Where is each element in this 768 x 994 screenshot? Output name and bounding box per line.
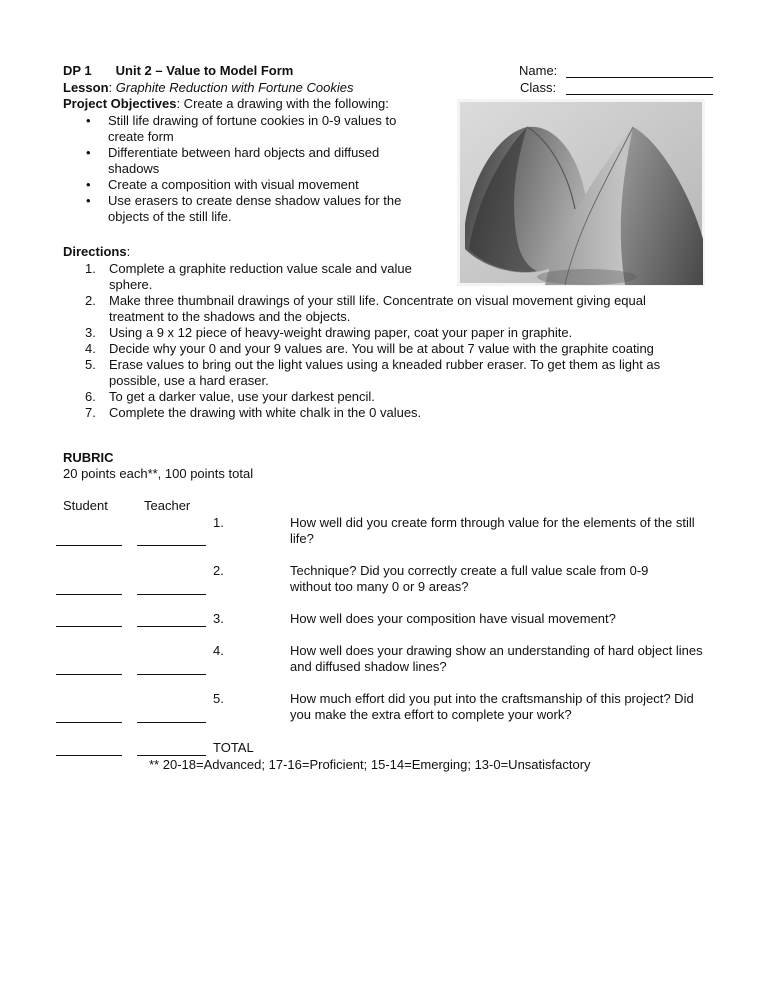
direction-item: 5. Erase values to bring out the light values using a kneaded rubber eraser. To get them as light as possible, use a hard eraser. (85, 357, 661, 388)
student-score-line[interactable] (56, 626, 122, 627)
criterion-text: How much effort did you put into the craftsmanship of this project? Did you make the extra effort to complete your work? (290, 691, 694, 722)
criterion-number: 3. (213, 611, 224, 626)
objectives-heading (63, 96, 389, 112)
objective-item: • Differentiate between hard objects and diffused shadows (64, 145, 428, 177)
lesson-label: Lesson (63, 80, 109, 95)
objectives-list (64, 113, 424, 225)
objective-item: • Create a composition with visual movement (64, 177, 428, 193)
fortune-cookie-drawing-image (457, 99, 705, 286)
course-unit-heading (63, 63, 293, 79)
objective-item: • Use erasers to create dense shadow values for the objects of the still life. (64, 193, 428, 225)
lesson-title: Graphite Reduction with Fortune Cookies (115, 80, 354, 95)
objectives-label: Project Objectives (63, 96, 177, 111)
name-label: Name: (519, 63, 558, 78)
direction-item: 1. Complete a graphite reduction value scale and value sphere. (85, 261, 412, 292)
direction-item: 2. Make three thumbnail drawings of your still life. Concentrate on visual movement giving equal treatment to the shadows and the objects. (85, 293, 646, 324)
direction-item: 4. Decide why your 0 and your 9 values are. You will be at about 7 value with the graphite coating (85, 341, 654, 356)
direction-item: 3. Using a 9 x 12 piece of heavy-weight drawing paper, coat your paper in graphite. (85, 325, 573, 340)
class-label: Class: (520, 80, 557, 95)
rubric-points-note: 20 points each**, 100 points total (63, 466, 254, 481)
direction-item: 7. Complete the drawing with white chalk in the 0 values. (85, 405, 422, 420)
criterion-number: 1. (213, 515, 224, 530)
grading-scale-note: ** 20-18=Advanced; 17-16=Proficient; 15-14=Emerging; 13-0=Unsatisfactory (149, 757, 591, 772)
direction-item: 6. To get a darker value, use your darkest pencil. (85, 389, 375, 404)
criterion-text: How well did you create form through value for the elements of the still life? (290, 515, 695, 546)
teacher-score-line[interactable] (137, 626, 206, 627)
course-code: DP 1 (63, 63, 92, 78)
criterion-number: 4. (213, 643, 224, 658)
directions-list (64, 261, 704, 421)
total-label: TOTAL (213, 740, 254, 755)
criterion-text: How well does your drawing show an understanding of hard object lines and diffused shadow lines? (290, 643, 703, 674)
student-score-line[interactable] (56, 674, 122, 675)
criterion-text: How well does your composition have visual movement? (290, 611, 616, 626)
directions-heading: Directions: (63, 244, 131, 259)
teacher-score-line[interactable] (137, 594, 206, 595)
unit-title: Unit 2 – Value to Model Form (115, 63, 294, 78)
criterion-number: 2. (213, 563, 224, 578)
name-field-line[interactable] (566, 77, 713, 78)
student-total-line[interactable] (56, 755, 122, 756)
directions-label: Directions (63, 244, 127, 259)
rubric-title: RUBRIC (63, 450, 114, 465)
teacher-score-line[interactable] (137, 722, 206, 723)
criterion-text: Technique? Did you correctly create a full value scale from 0-9 without too many 0 or 9 areas? (290, 563, 649, 594)
teacher-score-line[interactable] (137, 674, 206, 675)
objectives-intro: : Create a drawing with the following: (176, 96, 389, 111)
student-score-line[interactable] (56, 545, 122, 546)
student-column-label: Student (63, 498, 108, 513)
class-field-line[interactable] (566, 94, 713, 95)
teacher-score-line[interactable] (137, 545, 206, 546)
student-score-line[interactable] (56, 594, 122, 595)
objective-item: • Still life drawing of fortune cookies in 0-9 values to create form (64, 113, 428, 145)
criterion-number: 5. (213, 691, 224, 706)
lesson-line: Lesson: Graphite Reduction with Fortune Cookies (63, 80, 354, 95)
teacher-column-label: Teacher (144, 498, 191, 513)
student-score-line[interactable] (56, 722, 122, 723)
teacher-total-line[interactable] (137, 755, 206, 756)
